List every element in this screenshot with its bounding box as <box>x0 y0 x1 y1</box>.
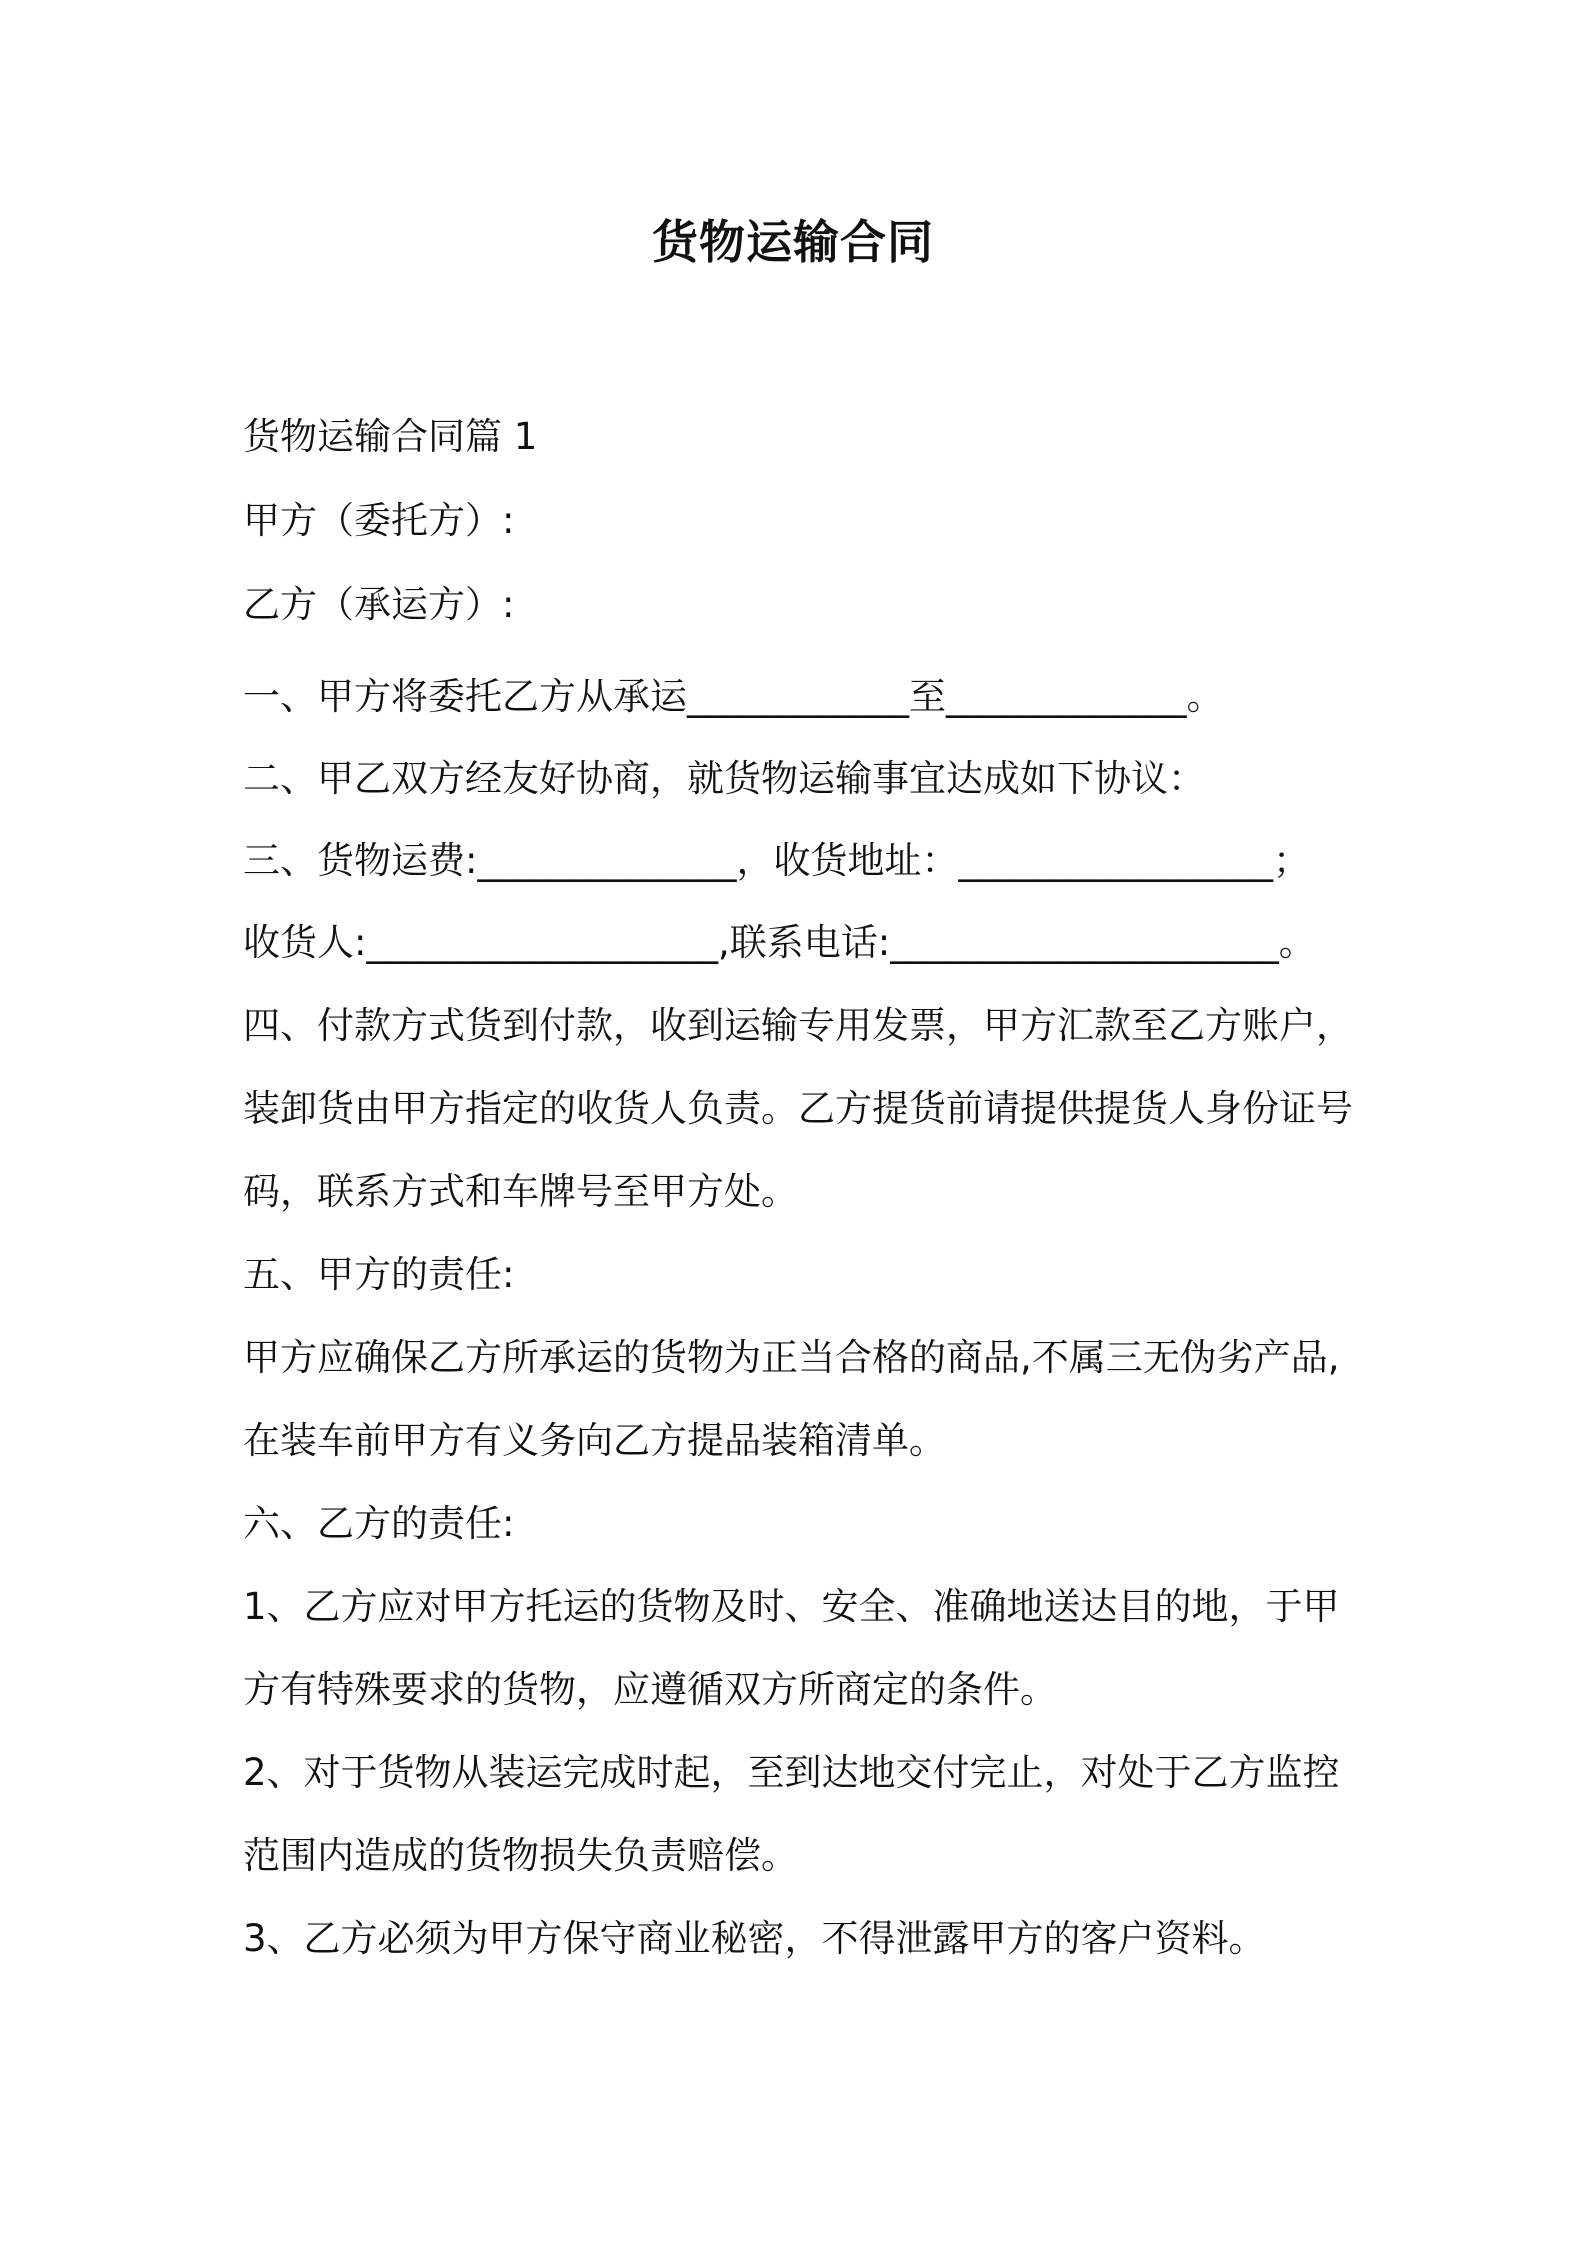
section-heading: 货物运输合同篇 1 <box>243 415 538 458</box>
clause-4-continued: 装卸货由甲方指定的收货人负责。乙方提货前请提供提货人身份证号 <box>243 1087 1353 1130</box>
clause-5-text-continued: 在装车前甲方有义务向乙方提品装箱清单。 <box>243 1419 946 1462</box>
clause-4: 四、付款方式货到付款，收到运输专用发票，甲方汇款至乙方账户， <box>243 1004 1353 1047</box>
document-title: 货物运输合同 <box>652 215 934 269</box>
clause-6-item-1-continued: 方有特殊要求的货物，应遵循双方所商定的条件。 <box>243 1668 1057 1711</box>
clause-6-item-2: 2、对于货物从装运完成时起，至到达地交付完止，对处于乙方监控 <box>243 1751 1340 1794</box>
clause-3-continued: 收货人:___________________,联系电话:_____________________。 <box>243 921 1316 964</box>
party-a-line: 甲方（委托方）: <box>243 499 515 542</box>
clause-2: 二、甲乙双方经友好协商，就货物运输事宜达成如下协议： <box>243 757 1205 800</box>
clause-6-item-1: 1、乙方应对甲方托运的货物及时、安全、准确地送达目的地，于甲 <box>243 1585 1340 1628</box>
clause-6-heading: 六、乙方的责任: <box>243 1502 515 1545</box>
clause-6-item-3: 3、乙方必须为甲方保守商业秘密，不得泄露甲方的客户资料。 <box>243 1917 1266 1960</box>
clause-5-heading: 五、甲方的责任: <box>243 1253 515 1296</box>
clause-5-text: 甲方应确保乙方所承运的货物为正当合格的商品,不属三无伪劣产品, <box>243 1336 1340 1379</box>
clause-1: 一、甲方将委托乙方从承运____________至_____________。 <box>243 675 1224 718</box>
clause-3: 三、货物运费:______________，收货地址：_________________； <box>243 839 1310 882</box>
clause-4-continued: 码，联系方式和车牌号至甲方处。 <box>243 1170 798 1213</box>
party-b-line: 乙方（承运方）: <box>243 583 515 626</box>
clause-6-item-2-continued: 范围内造成的货物损失负责赔偿。 <box>243 1834 798 1877</box>
